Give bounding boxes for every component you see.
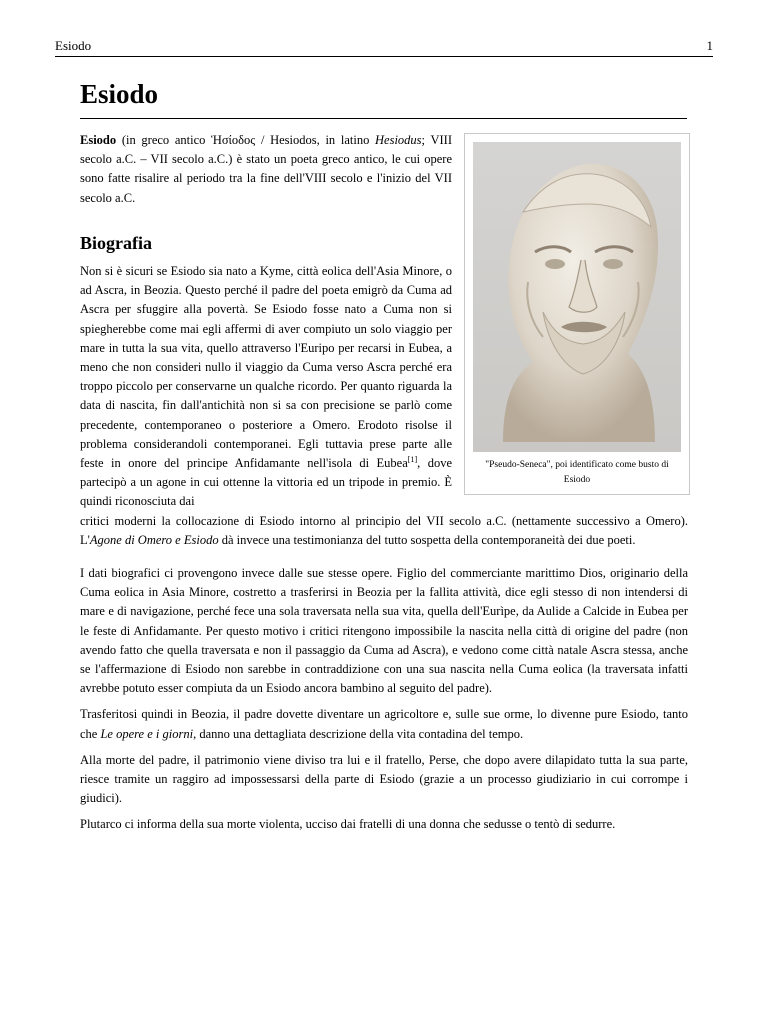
- bio-paragraph-2: I dati biografici ci provengono invece dalle sue stesse opere. Figlio del commerciante marittimo Dios, originario della Cuma eolica in Asia Minore, costretto a trasferirsi in Beozia per la fallita attività, dice egli stesso di non intendersi di mare e di navigazione, perché fece una sola traversata nella sua vita, quella dell'Eurìpe, da Aulide a Calcide in Eubea per le feste di Anfidamante. Per questo motivo i critici ritengono impossibile la nascita nella città di origine del padre (non avendo fatto che quella traversata e non il passaggio da Cuma ad Ascra), e vedono come città natale Ascra stessa, anche se l'affermazione di Esiodo non sarebbe in contraddizione con una sua nascita nella Cuma eolica (la traversata infatti avrebbe potuto esser compiuta da un Esiodo ancora bambino al seguito del padre).: [80, 566, 688, 696]
- reference-link[interactable]: [1]: [407, 454, 418, 464]
- bio-paragraph-4: Alla morte del padre, il patrimonio viene diviso tra lui e il fratello, Perse, che dopo avere dilapidato tutta la sua parte, riesce tramite un raggiro ad impossessarsi della parte di Esiodo (grazie a un processo giudiziario in cui corrompe i giudici).: [80, 752, 688, 806]
- figure-caption: "Pseudo-Seneca", poi identificato come busto di Esiodo: [485, 460, 669, 485]
- article-title: Esiodo: [80, 79, 159, 109]
- work-title-agone: Agone di Omero e Esiodo: [89, 532, 219, 547]
- latin-name: Hesiodus: [375, 133, 422, 147]
- bio-paragraph-5: Plutarco ci informa della sua morte violenta, ucciso dai fratelli di una donna che sedusse o tentò di sedurre.: [80, 817, 616, 832]
- running-header: [55, 38, 713, 57]
- bio-paragraph-3: Trasferitosi quindi in Beozia, il padre dovette diventare un agricoltore e, sulle sue orme, lo divenne pure Esiodo, tanto che Le opere e i giorni, danno una dettagliata descrizione della vita contadina del tempo.: [80, 707, 688, 741]
- image-figure: [464, 133, 690, 495]
- intro-subject: Esiodo: [80, 133, 117, 147]
- title-divider: [80, 118, 687, 119]
- work-title-opere: Le opere e i giorni: [100, 726, 194, 741]
- bust-image: [473, 142, 681, 452]
- section-heading-biografia: Biografia: [80, 233, 152, 253]
- bio-paragraph-1: Non si è sicuri se Esiodo sia nato a Kyme, città eolica dell'Asia Minore, o ad Ascra, in Beozia. Questo perché il padre del poeta emigrò da Cuma ad Ascra per sfuggire alla povertà. Se Esiodo fosse nato a Cuma non si spiegherebbe come mai egli affermi di aver compiuto un solo viaggio per mare in tutta la sua vita, quello attraverso l'Euripo per recarsi in Eubea, a meno che non consideri nullo il viaggio da Cuma verso Ascra perché era troppo piccolo per conservarne un qualche ricordo. Per quanto riguarda la data di nascita, fin dall'antichità non si sa con precisione se parlò come precedente, contemporaneo o posteriore a Omero. Erodoto risolse il problema considerandoli contemporanei. Egli tuttavia prese parte alle feste in onore del principe Anfidamante nell'isola di Eubea[1], dove partecipò a un agone in cui ottenne la vittoria ed un tripode in premio. È quindi riconosciuta dai critici moderni la collocazione di Esiodo intorno al principio del VII secolo a.C. (nettamente successivo a Omero). L'Agone di Omero e Esiodo dà invece una testimonianza del tutto sospetta della contemporaneità dei due poeti.: [80, 264, 688, 547]
- marble-bust-illustration: [473, 142, 681, 452]
- header-title: Esiodo: [55, 38, 92, 53]
- page-number: 1: [706, 38, 713, 53]
- intro-paragraph: Esiodo (in greco antico Ἡσίοδος / Hesiodos, in latino Hesiodus; VIII secolo a.C. – VII secolo a.C.) è stato un poeta greco antico, le cui opere sono fatte risalire al periodo tra la fine dell'VIII secolo e l'inizio del VII secolo a.C.: [80, 133, 452, 205]
